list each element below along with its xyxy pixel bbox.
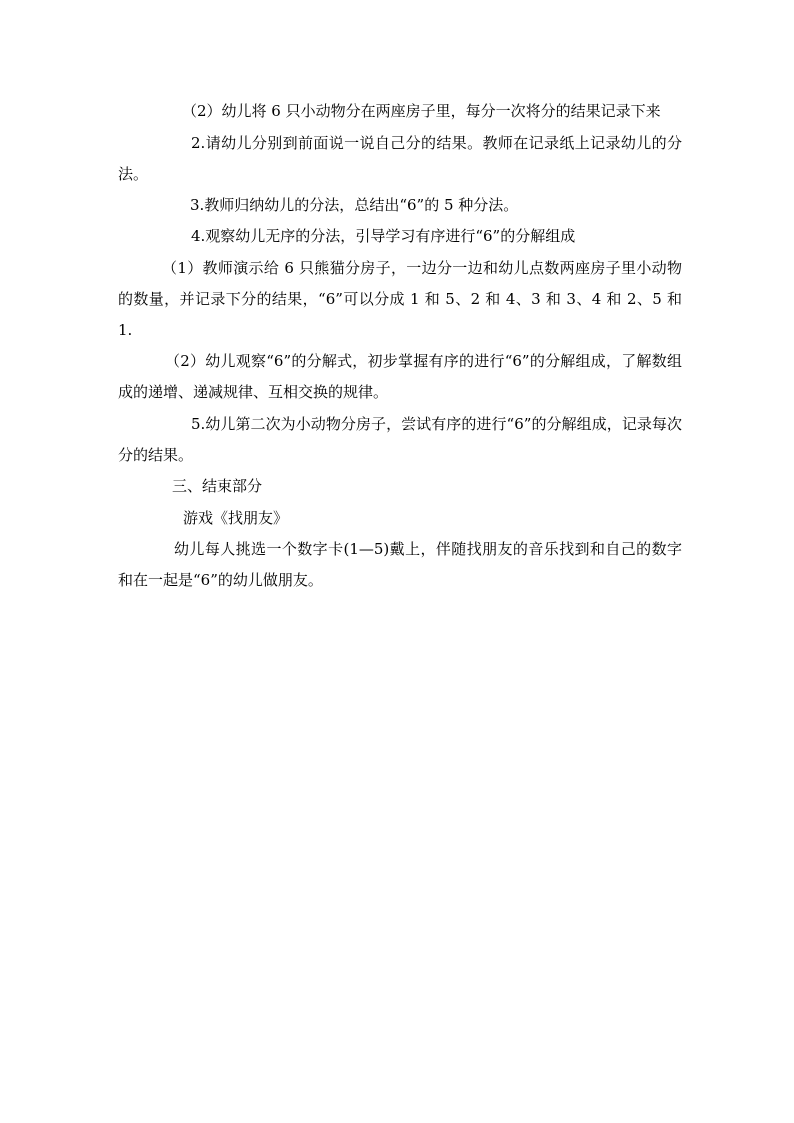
paragraph-step-4-1: （1）教师演示给 6 只熊猫分房子，一边分一边和幼儿点数两座房子里小动物的数量，并记录下分的结果，“6”可以分成 1 和 5、2 和 4、3 和 3、4 和 2、5 和 1. bbox=[118, 259, 682, 339]
paragraph-step-4: 4.观察幼儿无序的分法，引导学习有序进行“6”的分解组成 bbox=[191, 227, 576, 245]
paragraph-step-4-2: （2）幼儿观察“6”的分解式，初步掌握有序的进行“6”的分解组成，了解数组成的递增、递减规律、互相交换的规律。 bbox=[118, 352, 682, 401]
game-title: 游戏《找朋友》 bbox=[183, 509, 289, 527]
paragraph-step-3: 3.教师归纳幼儿的分法，总结出“6”的 5 种分法。 bbox=[190, 196, 519, 214]
paragraph-step-2-2: （2）幼儿将 6 只小动物分在两座房子里，每分一次将分的结果记录下来 bbox=[182, 102, 661, 120]
section-heading-ending: 三、结束部分 bbox=[172, 477, 263, 495]
paragraph-step-2: 2.请幼儿分别到前面说一说自己分的结果。教师在记录纸上记录幼儿的分法。 bbox=[118, 134, 682, 183]
paragraph-step-5: 5.幼儿第二次为小动物分房子，尝试有序的进行“6”的分解组成，记录每次分的结果。 bbox=[118, 415, 682, 464]
paragraph-game-description: 幼儿每人挑选一个数字卡(1—5)戴上，伴随找朋友的音乐找到和自己的数字和在一起是“6”的幼儿做朋友。 bbox=[118, 540, 682, 589]
